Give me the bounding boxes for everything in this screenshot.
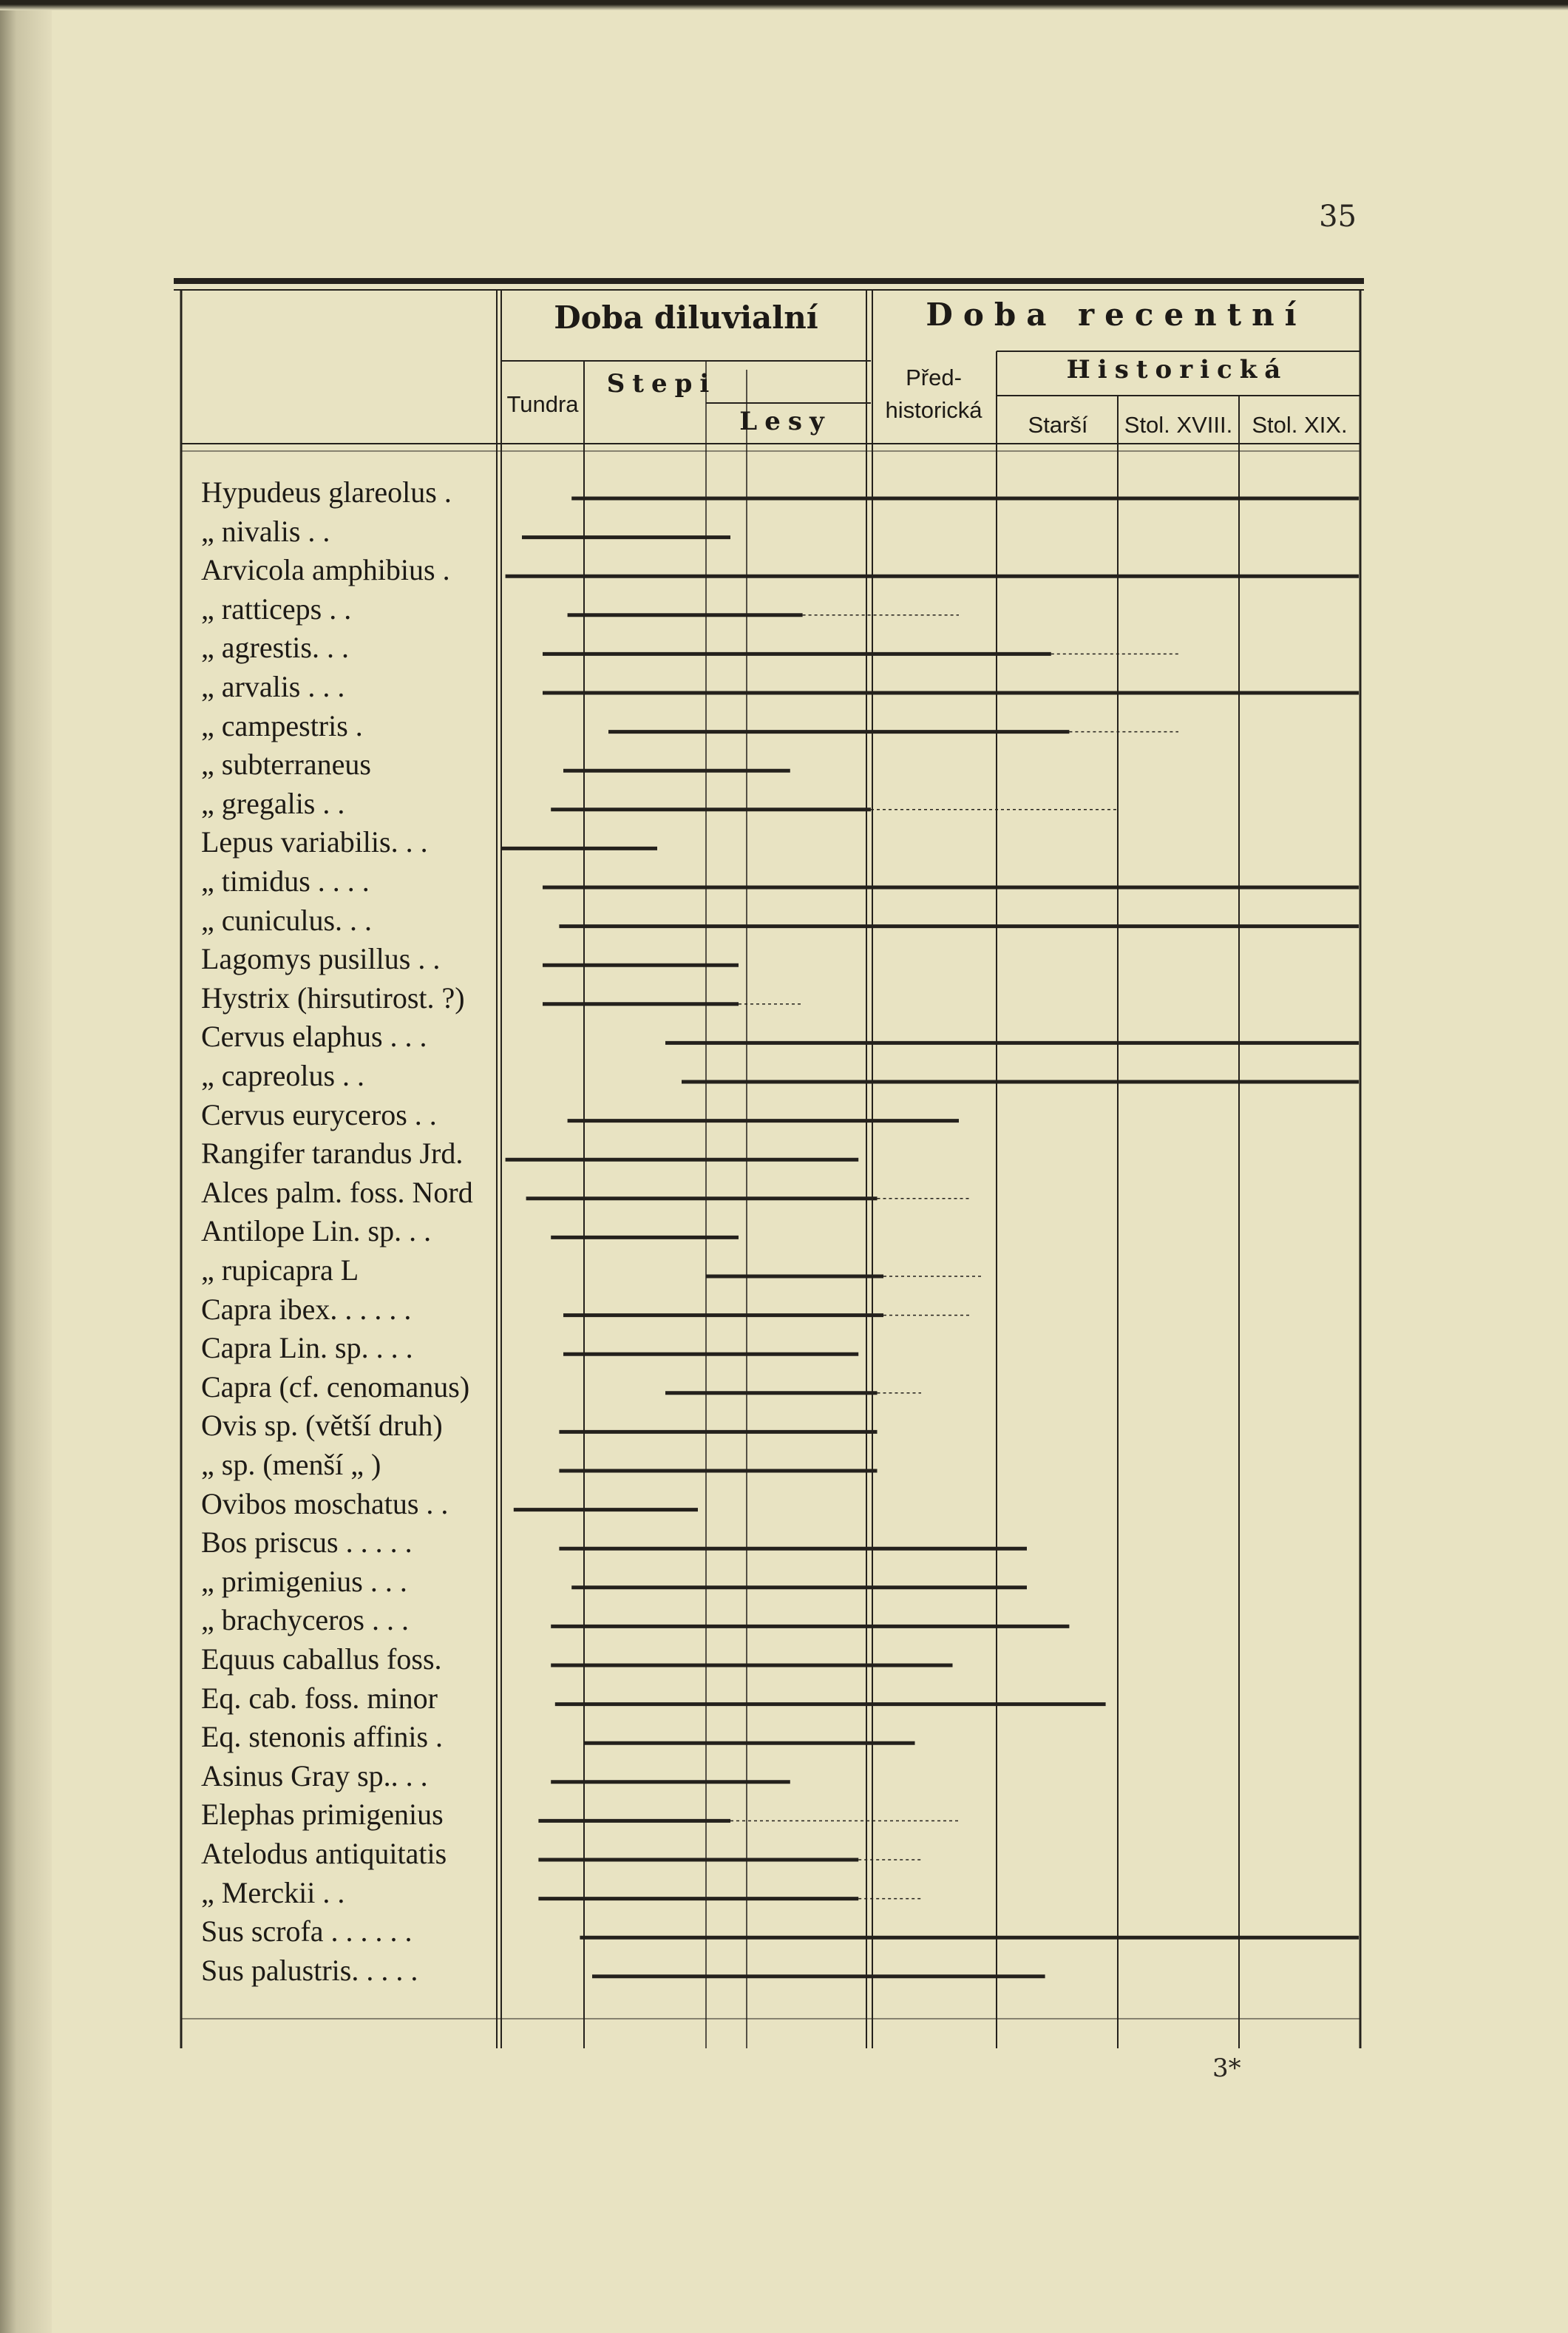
header-recent: Doba recentní — [926, 297, 1307, 333]
species-label: Cervus elaphus . . . — [201, 1020, 427, 1054]
species-label: „ timidus . . . . — [201, 864, 370, 898]
species-label: Ovis sp. (větší druh) — [201, 1409, 443, 1443]
species-label: Hypudeus glareolus . — [201, 475, 452, 509]
header-stepi: Stepi — [606, 369, 717, 399]
species-label: Bos priscus . . . . . — [201, 1526, 413, 1560]
header-prehistoric-line2: historická — [885, 397, 982, 423]
species-label: Eq. stenonis affinis . — [201, 1720, 444, 1754]
species-label: „ campestris . — [201, 708, 363, 742]
species-label: Eq. cab. foss. minor — [201, 1681, 438, 1715]
species-label: Elephas primigenius — [201, 1798, 444, 1832]
species-label: „ brachyceros . . . — [201, 1603, 409, 1637]
species-label: „ rupicapra L — [201, 1253, 359, 1287]
species-label: „ capreolus . . — [201, 1059, 365, 1092]
species-label: „ cuniculus. . . — [201, 903, 373, 937]
species-label: „ gregalis . . — [201, 786, 345, 820]
header-c18: Stol. XVIII. — [1124, 412, 1233, 438]
species-label: Alces palm. foss. Nord — [201, 1175, 473, 1209]
species-label: Asinus Gray sp.. . . — [201, 1758, 428, 1792]
species-label: Ovibos moschatus . . — [201, 1486, 449, 1520]
species-label: Capra ibex. . . . . . — [201, 1292, 412, 1326]
page-number: 35 — [1319, 200, 1357, 234]
species-label: Atelodus antiquitatis — [201, 1837, 447, 1870]
species-label: „ primigenius . . . — [201, 1564, 407, 1598]
species-label: „ nivalis . . — [201, 514, 330, 548]
header-diluvial: Doba diluvialní — [554, 299, 818, 336]
header-older: Starší — [1028, 412, 1088, 438]
species-label: „ agrestis. . . — [201, 631, 349, 665]
species-label: Arvicola amphibius . — [201, 553, 450, 587]
species-label: Sus scrofa . . . . . . — [201, 1914, 413, 1948]
species-label: Antilope Lin. sp. . . — [201, 1214, 432, 1248]
species-label: Rangifer tarandus Jrd. — [201, 1137, 464, 1171]
header-tundra: Tundra — [506, 391, 579, 417]
species-label: „ arvalis . . . — [201, 670, 345, 703]
header-historic: Historická — [1066, 355, 1289, 385]
species-label: „ subterraneus — [201, 748, 371, 782]
species-label: Sus palustris. . . . . — [201, 1953, 418, 1987]
species-label: Capra (cf. cenomanus) — [201, 1369, 470, 1403]
header-lesy: Lesy — [739, 407, 832, 436]
header-c19: Stol. XIX. — [1252, 412, 1348, 438]
header-prehistoric-line1: Před- — [906, 365, 962, 390]
species-label: Lagomys pusillus . . — [201, 942, 441, 976]
species-label: Capra Lin. sp. . . . — [201, 1331, 413, 1365]
species-label: „ sp. (menší „ ) — [201, 1448, 381, 1481]
species-label: „ Merckii . . — [201, 1875, 345, 1909]
species-label: Lepus variabilis. . . — [201, 825, 428, 859]
species-label: Equus caballus foss. — [201, 1642, 442, 1676]
printer-signature: 3* — [1212, 2053, 1241, 2083]
species-label: Cervus euryceros . . — [201, 1097, 437, 1131]
species-label: „ ratticeps . . — [201, 592, 352, 626]
species-label: Hystrix (hirsutirost. ?) — [201, 981, 465, 1015]
